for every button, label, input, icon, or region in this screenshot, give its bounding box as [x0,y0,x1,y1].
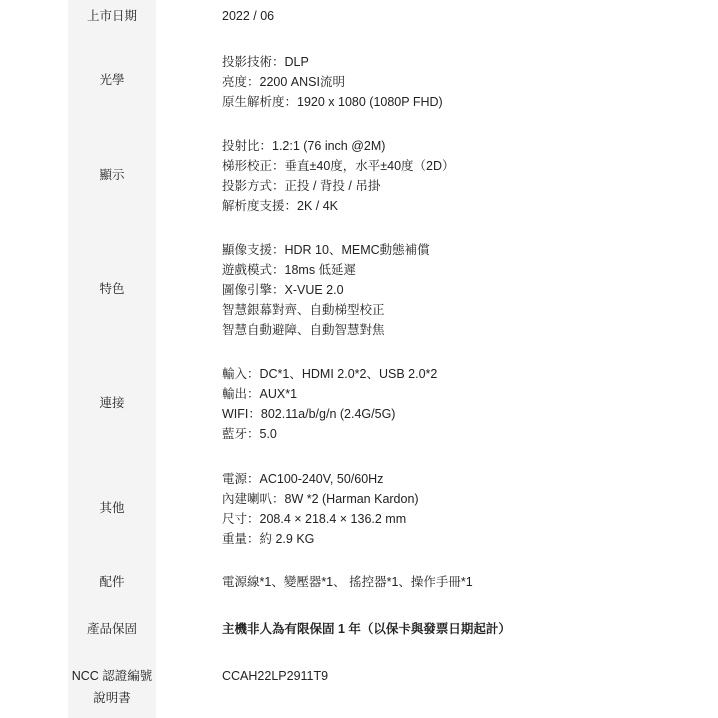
spec-line: CCAH22LP2911T9 [222,669,329,683]
spec-line: 圖像引擎：X-VUE 2.0 [222,283,344,297]
spec-label-connectivity: 連接 [99,396,125,410]
spec-value-warranty [222,619,511,639]
spec-label-release-date: 上市日期 [86,9,137,23]
spec-label-manual: 說明書 [93,691,131,705]
label-column-background [68,0,156,718]
spec-line: 藍牙：5.0 [222,427,277,441]
spec-value-features [222,240,430,340]
spec-line: 主機非人為有限保固 1 年（以保卡與發票日期起計） [222,622,511,636]
spec-value-accessories [222,572,473,592]
spec-line: 輸出：AUX*1 [222,387,298,401]
spec-value-optics [222,52,443,112]
spec-line: 投影方式：正投 / 背投 / 吊掛 [222,179,381,193]
spec-label-display: 顯示 [99,168,125,182]
spec-label-features: 特色 [99,282,125,296]
spec-line: 內建喇叭：8W *2 (Harman Kardon) [222,492,419,506]
spec-line: 投射比：1.2:1 (76 inch @2M) [222,139,386,153]
spec-line: 2022 / 06 [222,9,275,23]
spec-line: 輸入：DC*1、HDMI 2.0*2、USB 2.0*2 [222,367,438,381]
spec-label-other: 其他 [99,501,125,515]
spec-line: 亮度：2200 ANSI流明 [222,75,345,89]
spec-line: 電源：AC100-240V, 50/60Hz [222,472,384,486]
spec-line: 遊戲模式：18ms 低延遲 [222,263,357,277]
spec-line: 智慧自動避障、自動智慧對焦 [222,323,385,337]
spec-label-accessories: 配件 [99,575,125,589]
spec-line: 顯像支援：HDR 10、MEMC動態補償 [222,243,430,257]
spec-value-other [222,469,419,549]
spec-value-connectivity [222,364,437,444]
spec-line: 重量：約 2.9 KG [222,532,315,546]
spec-line: 電源線*1、變壓器*1、 搖控器*1、操作手冊*1 [222,575,473,589]
spec-value-display [222,136,455,216]
spec-label-warranty: 產品保固 [86,622,137,636]
spec-line: 投影技術：DLP [222,55,309,69]
spec-line: 解析度支援：2K / 4K [222,199,338,213]
spec-line: 智慧銀幕對齊、自動梯型校正 [222,303,385,317]
spec-line: 原生解析度：1920 x 1080 (1080P FHD) [222,95,443,109]
spec-line: 尺寸：208.4 × 218.4 × 136.2 mm [222,512,407,526]
spec-line: WIFI：802.11a/b/g/n (2.4G/5G) [222,407,396,421]
spec-value-release-date [222,6,274,26]
spec-line: 梯形校正：垂直±40度，水平±40度（2D） [222,159,455,173]
spec-value-ncc [222,666,328,686]
spec-label-optics: 光學 [99,73,125,87]
spec-label-ncc: NCC 認證編號 [71,669,153,683]
